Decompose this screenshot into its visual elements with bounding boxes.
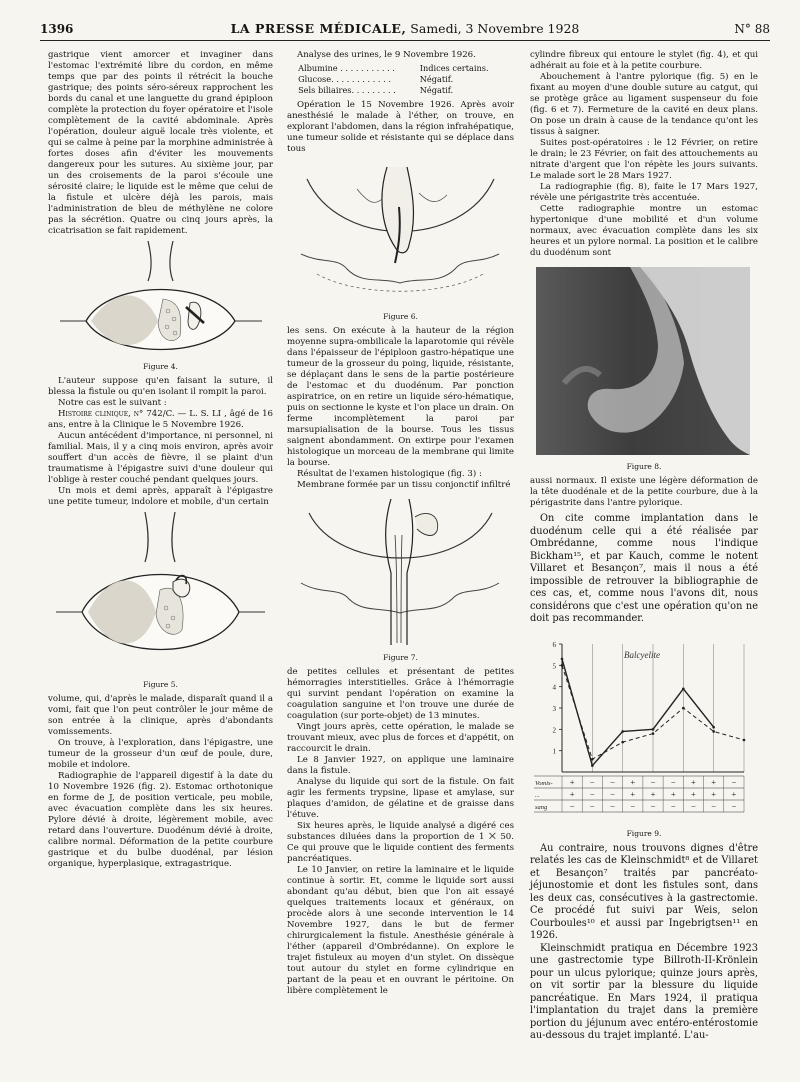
data-point — [621, 730, 624, 733]
table-row — [296, 63, 505, 74]
data-point — [561, 664, 564, 667]
col3-paragraph-2: Abouchement à l'antre pylorique (fig. 5) en le fixant au moyen d'une double suture au catgut, qui se protège grâce au ligament suspenseur du foie (fig. 6 et 7). Fermeture de la cavité en deux plans. On pose un drain à cause de la tendance qu'ont les tissus à saigner. — [530, 72, 758, 137]
figure-5 — [48, 512, 273, 690]
y-tick-label: 2 — [552, 725, 556, 734]
data-point — [743, 738, 746, 741]
clinical-history-paragraph — [48, 409, 273, 431]
table-cell-symbol: + — [691, 776, 696, 787]
figure-4 — [48, 241, 273, 372]
journal-title-line — [40, 21, 770, 36]
table-cell-symbol: − — [589, 800, 595, 811]
table-cell-symbol: − — [691, 800, 696, 811]
clinical-history-text: — L. S. LI , âgé de 16 ans, entre à la Clinique le 5 Novembre 1926. — [48, 409, 274, 430]
urine-analysis-table — [296, 63, 505, 96]
col1-paragraph-5: Aucun antécédent d'importance, ni personnel, ni familial. Mais, il y a cinq mois environ, après avoir souffert d'un accès de fièvre, il se plaint d'un traumatisme à l'épigastre suivi d'une douleur qui l'oblige à rester couché pendant quelques jours. — [48, 431, 273, 485]
urine-value: Indices certains. — [419, 63, 489, 73]
table-cell-symbol: − — [670, 800, 676, 811]
table-cell-symbol: + — [731, 788, 737, 799]
col3-paragraph-7: On cite comme implantation dans le duodénum celle qui a été réalisée par Ombrédanne, comme nous l'indique Bickham¹⁵, et par Kauch, comme le notent Villaret et Besançon⁷, mais il nous a été impossible de retrouver la bibliographie de ces cas, et, comme nous l'avons dit, nous considérons que c'est une opération qu'on ne doit pas recommander. — [530, 513, 758, 624]
figure-8-radiograph — [530, 263, 758, 459]
urine-value: Négatif. — [419, 74, 454, 84]
issue-date: Samedi, 3 Novembre 1928 — [410, 21, 580, 36]
page-number: 1396 — [40, 22, 74, 36]
y-tick-label: 3 — [552, 704, 556, 713]
figure-7-caption: Figure 7. — [383, 653, 418, 662]
figure-7 — [287, 495, 514, 663]
table-row — [296, 74, 505, 85]
urine-label: Albumine . . . . . . . . . . . — [298, 63, 395, 73]
table-cell-symbol: − — [589, 788, 595, 799]
figure-9-caption: Figure 9. — [626, 828, 662, 838]
column-middle — [287, 50, 514, 997]
col2-paragraph-3: les sens. On exécute à la hauteur de la région moyenne supra-ombilicale la laparotomie qui révèle dans l'épaisseur de l'épiploon gastro-hépatique une tumeur de la grosseur du poing, liquide, résistante, se déplaçant dans le sens de la partie postérieure de l'estomac et du duodénum. Par ponction aspiratrice, on en retire un liquide séro-hématique, puis on sectionne le kyste et l'on place un drain. On ferme incomplètement la paroi par marsupialisation de la bourse. Tous les tissus saignent abondamment. On extirpe pour l'examen histologique un morceau de la membrane qui limite la bourse. — [287, 326, 514, 468]
table-row-label: Vomis- — [535, 779, 553, 787]
col3-paragraph-1: cylindre fibreux qui entoure le stylet (fig. 4), et qui adhérait au foie et à la petite courbure. — [530, 50, 758, 71]
figure-6-caption: Figure 6. — [383, 312, 418, 321]
table-cell-symbol: − — [630, 800, 636, 811]
col1-paragraph-8: On trouve, à l'exploration, dans l'épigastre, une tumeur de la grosseur d'un œuf de poule, dure, mobile et indolore. — [48, 738, 273, 770]
issue-number: N° 88 — [734, 22, 770, 36]
y-tick-label: 6 — [552, 640, 556, 649]
table-cell-symbol: − — [610, 800, 615, 811]
figure-4-illustration — [48, 241, 273, 359]
figure-8 — [530, 263, 758, 472]
data-point — [682, 706, 685, 709]
figure-7-illustration — [287, 495, 514, 650]
table-cell-symbol: + — [569, 788, 575, 799]
table-cell-symbol: − — [569, 800, 575, 811]
col2-paragraph-9: Analyse du liquide qui sort de la fistule. On fait agir les ferments trypsine, lipase et amylase, sur plaques d'amidon, de gélatine et de graisse dans l'étuve. — [287, 777, 514, 820]
urine-value: Négatif. — [419, 85, 454, 95]
table-cell-symbol: + — [630, 776, 636, 787]
column-right — [530, 50, 758, 1043]
page-header — [40, 20, 770, 41]
series-line-solid — [562, 658, 714, 765]
table-row — [296, 85, 505, 96]
clinical-history-label: Histoire clinique, n° 742/C. — [58, 409, 175, 419]
table-cell-symbol: − — [589, 776, 595, 787]
col1-paragraph-6: Un mois et demi après, apparaît à l'épigastre une petite tumeur, indolore et mobile, d'un certain — [48, 486, 273, 507]
figure-9-chart — [530, 630, 758, 826]
col2-paragraph-5: Membrane formée par un tissu conjonctif infiltré — [297, 480, 511, 490]
col3-paragraph-8: Au contraire, nous trouvons dignes d'être relatés les cas de Kleinschmidt⁸ et de Villaret et Besançon⁷ traités par pancréato-jéjunostomie et dont les fistules sont, dans les deux cas, consécutives à la gastrectomie. Ce procédé fut suivi par Weis, selon Courboules¹⁰ et aussi par Ingebrigtsen¹¹ en 1926. — [530, 842, 758, 941]
figure-5-caption: Figure 5. — [143, 680, 178, 689]
col1-paragraph-2: L'auteur suppose qu'en faisant la suture, il blessa la fistule ou qu'en isolant il rompit la paroi. — [48, 376, 273, 397]
figure-6 — [287, 159, 514, 322]
column-left — [48, 50, 273, 870]
col2-paragraph-6: de petites cellules et présentant de petites hémorragies interstitielles. Grâce à l'hémorragie qui survint pendant l'opération on examine la coagulation sanguine et l'on trouve une durée de coagulation (sur porte-objet) de 13 minutes. — [287, 667, 514, 721]
journal-name: LA PRESSE MÉDICALE, — [230, 21, 407, 36]
table-cell-symbol: + — [711, 788, 717, 799]
y-tick-label: 1 — [552, 747, 556, 756]
col2-paragraph-7: Vingt jours après, cette opération, le malade se trouvant mieux, avec plus de forces et d'appétit, on raccourcit le drain. — [287, 722, 514, 754]
figure-6-illustration — [287, 159, 514, 309]
col3-paragraph-5: Cette radiographie montre un estomac hypertonique d'une mobilité et d'un volume normaux, avec évacuation complète dans les six heures et un pylore normal. La position et le calibre du duodénum sont — [530, 204, 758, 258]
table-cell-symbol: − — [610, 788, 615, 799]
table-row-label: sang — [535, 803, 548, 811]
col1-paragraph-1: gastrique vient amorcer et invaginer dans l'estomac l'extrémité libre du cordon, en même temps que par des points il rétrécit la bouche gastrique; des points séro-séreux rapprochent les bords du canal et une languette du grand épiploon complète la protection du foyer opératoire et l'isole complètement de la cavité abdominale. Après l'opération, douleur aiguë locale très violente, et qui se calme à peine par la morphine administrée à fortes doses afin d'éviter les mouvements dangereux pour les sutures. Au sixième jour, par un des croisements de la paroi s'écoule une sérosité claire; le liquide est le même que celui de la fistule et ulcère déjà les parois, mais l'administration de bleu de méthylène ne colore pas la sécrétion. Quatre ou cinq jours après, la cicatrisation se fait rapidement. — [48, 50, 273, 236]
col1-paragraph-9: Radiographie de l'appareil digestif à la date du 10 Novembre 1926 (fig. 2). Estomac orthotonique en forme de J, de position verticale, peu mobile, avec évacuation complète dans les six heures. Pylore dévié à droite, légèrement mobile, avec retard dans l'ouverture. Duodénum dévié à droite, calibre normal. Déformation de la petite courbure gastrique et du bulbe duodénal, par lésion organique, hyperplasique, extragastrique. — [48, 771, 273, 869]
chart-y-ticks — [553, 641, 563, 756]
table-cell-symbol: − — [711, 800, 717, 811]
col2-paragraph-1: Analyse des urines, le 9 Novembre 1926. — [297, 50, 476, 60]
data-point — [591, 757, 594, 760]
data-point — [561, 657, 564, 660]
data-point — [591, 764, 594, 767]
table-cell-symbol: + — [650, 788, 656, 799]
col3-paragraph-9: Kleinschmidt pratiqua en Décembre 1923 une gastrectomie type Billroth-II-Krönlein pour un ulcus pylorique; quinze jours après, on vit sortir par la blessure du liquide pancréatique. En Mars 1924, il pratiqua l'implantation du trajet dans la première portion du jéjunum avec entéro-entérostomie au-dessous du trajet implanté. L'au- — [530, 942, 758, 1041]
col3-paragraph-3: Suites post-opératoires : le 12 Février, on retire le drain; le 23 Février, on fait des attouchements au nitrate d'argent que l'on répète les jours suivants. Le malade sort le 28 Mars 1927. — [530, 138, 758, 181]
y-tick-label: 4 — [552, 683, 556, 692]
data-point — [652, 728, 655, 731]
col2-paragraph-8: Le 8 Janvier 1927, on applique une laminaire dans la fistule. — [287, 755, 514, 776]
figure-9 — [530, 630, 758, 839]
data-point — [682, 687, 685, 690]
table-cell-symbol: − — [731, 776, 737, 787]
data-point — [621, 740, 624, 743]
table-cell-symbol: − — [670, 776, 676, 787]
col3-paragraph-4: La radiographie (fig. 8), faite le 17 Mars 1927, révèle une périgastrite très accentuée. — [530, 182, 758, 203]
figure-5-illustration — [48, 512, 273, 677]
figure-8-caption: Figure 8. — [626, 462, 662, 471]
chart-table — [534, 776, 744, 812]
table-cell-symbol: + — [630, 788, 636, 799]
data-point — [652, 732, 655, 735]
table-cell-symbol: + — [670, 788, 676, 799]
col2-paragraph-4: Résultat de l'examen histologique (fig. 3) : — [297, 469, 482, 479]
table-cell-symbol: − — [731, 800, 737, 811]
table-cell-symbol: + — [569, 776, 575, 787]
table-cell-symbol: − — [650, 800, 656, 811]
table-cell-symbol: + — [691, 788, 696, 799]
col3-paragraph-6: aussi normaux. Il existe une légère déformation de la tête duodénale et de la petite courbure, due à la périgastrite dans l'antre pylorique. — [530, 476, 758, 508]
urine-label: Sels biliaires. . . . . . . . . — [298, 85, 396, 95]
col2-paragraph-11: Le 10 Janvier, on retire la laminaire et le liquide continue à sortir. Et, comme le liquide sort aussi abondant qu'au début, bien que l'on ait essayé quelques traitements locaux et généraux, on procède alors à une seconde intervention le 14 Novembre 1927, dans le but de fermer chirurgicalement la fistule. Anesthésie générale à l'éther (appareil d'Ombrédanne). On explore le trajet fistuleux au moyen d'un stylet. On dissèque tout autour du stylet en forme cylindrique en partant de la peau et en ouvrant le péritoine. On libère complètement le — [287, 865, 514, 996]
table-row-label: ... — [535, 791, 540, 799]
col1-paragraph-7: volume, qui, d'après le malade, disparaît quand il a vomi, fait que l'on peut contrôler le jour même de son entrée à la clinique, après d'abondants vomissements. — [48, 694, 273, 737]
data-point — [712, 730, 715, 733]
urine-label: Glucose. . . . . . . . . . . . — [298, 74, 391, 84]
data-point — [712, 725, 715, 728]
table-cell-symbol: − — [650, 776, 656, 787]
y-tick-label: 5 — [552, 661, 556, 670]
table-cell-symbol: − — [610, 776, 615, 787]
col1-paragraph-3: Notre cas est le suivant : — [58, 398, 167, 408]
col2-paragraph-2: Opération le 15 Novembre 1926. Après avoir anesthésié le malade à l'éther, on trouve, en explorant l'abdomen, dans la région infrahépatique, une tumeur solide et résistante qui se déplace dans tous — [287, 100, 514, 154]
chart-title: Balcyelite — [624, 649, 660, 660]
col2-paragraph-10: Six heures après, le liquide analysé a digéré ces substances diluées dans la proportion de 1 ⨉ 50. Ce qui prouve que le liquide contient des ferments pancréatiques. — [287, 821, 514, 864]
figure-4-caption: Figure 4. — [143, 362, 178, 371]
table-cell-symbol: + — [711, 776, 717, 787]
